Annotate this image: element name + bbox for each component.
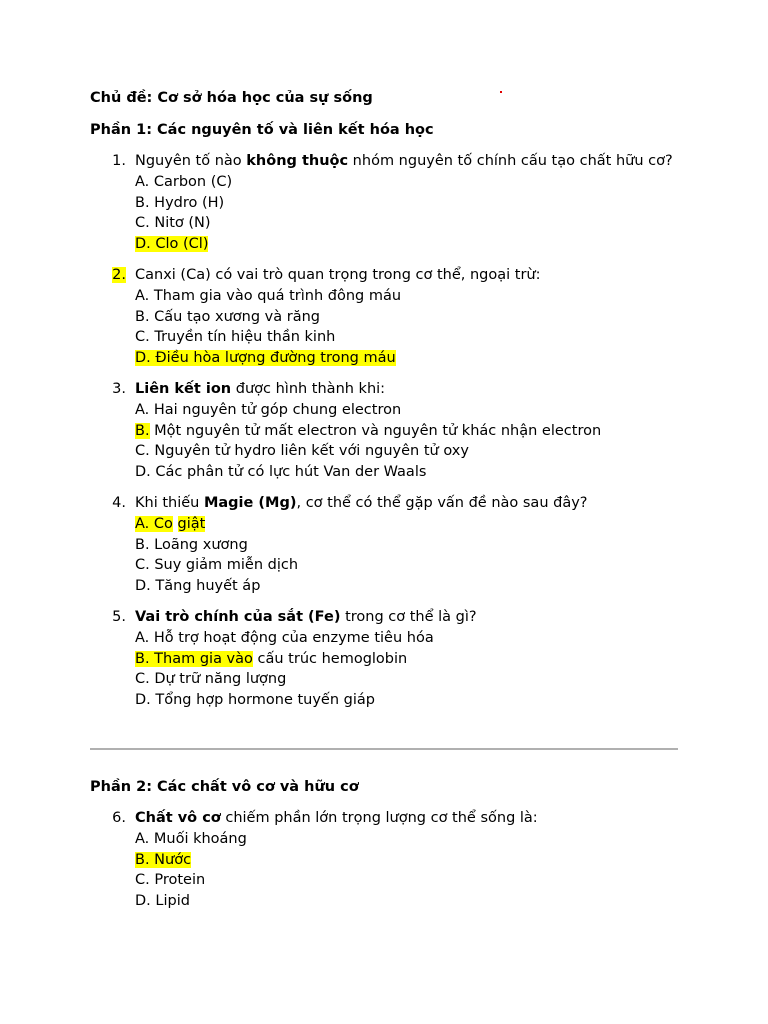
- option-a-answer: A. Co giật: [135, 515, 206, 532]
- question-2: [90, 265, 680, 369]
- option-a: A. Tham gia vào quá trình đông máu: [135, 287, 402, 304]
- option-d: D. Tổng hợp hormone tuyến giáp: [135, 692, 375, 709]
- question-number: 6.: [112, 810, 126, 826]
- option-d-answer: D. Điều hòa lượng đường trong máu: [135, 350, 396, 367]
- question-1: [90, 151, 680, 255]
- question-number: 1.: [112, 153, 126, 169]
- option-b-answer: B. Nước: [135, 851, 192, 868]
- question-3: [90, 379, 680, 483]
- option-c: C. Truyền tín hiệu thần kinh: [135, 329, 336, 346]
- option-a: A. Hai nguyên tử góp chung electron: [135, 401, 402, 418]
- part1-heading: Phần 1: Các nguyên tố và liên kết hóa học: [90, 122, 434, 138]
- question-number: 2.: [112, 266, 126, 283]
- part2-question-list: [90, 808, 680, 912]
- topic-title: Chủ đề: Cơ sở hóa học của sự sống: [90, 90, 373, 106]
- question-6: [90, 808, 680, 912]
- option-a: A. Muối khoáng: [135, 830, 247, 847]
- section-divider: [90, 748, 678, 750]
- option-b-answer: B. Một nguyên tử mất electron và nguyên tử khác nhận electron: [135, 422, 602, 439]
- option-a: A. Hỗ trợ hoạt động của enzyme tiêu hóa: [135, 629, 434, 646]
- question-text: Vai trò chính của sắt (Fe) trong cơ thể là gì?: [135, 608, 477, 625]
- question-text: Khi thiếu Magie (Mg), cơ thể có thể gặp vấn đề nào sau đây?: [135, 494, 588, 511]
- question-number: 4.: [112, 494, 126, 511]
- question-text: Chất vô cơ chiếm phần lớn trọng lượng cơ thể sống là:: [135, 810, 538, 826]
- option-b: B. Cấu tạo xương và răng: [135, 308, 320, 325]
- option-c: C. Nguyên tử hydro liên kết với nguyên tử oxy: [135, 443, 469, 460]
- option-d: D. Các phân tử có lực hút Van der Waals: [135, 464, 427, 481]
- question-number: 5.: [112, 608, 126, 625]
- question-5: [90, 607, 680, 711]
- question-text: Liên kết ion được hình thành khi:: [135, 380, 386, 397]
- option-c: C. Nitơ (N): [135, 215, 211, 232]
- option-b-answer: B. Tham gia vào cấu trúc hemoglobin: [135, 650, 408, 667]
- question-4: [90, 493, 680, 597]
- option-d: D. Tăng huyết áp: [135, 578, 261, 595]
- part1-question-list: [90, 151, 680, 711]
- option-a: A. Carbon (C): [135, 173, 233, 190]
- option-c: C. Dự trữ năng lượng: [135, 671, 287, 688]
- option-b: B. Loãng xương: [135, 536, 248, 553]
- question-text: Canxi (Ca) có vai trò quan trọng trong cơ thể, ngoại trừ:: [135, 266, 541, 283]
- option-c: C. Protein: [135, 872, 206, 889]
- option-b: B. Hydro (H): [135, 194, 225, 211]
- document-body: [90, 88, 680, 721]
- question-number: 3.: [112, 380, 126, 397]
- part2-heading: Phần 2: Các chất vô cơ và hữu cơ: [90, 779, 359, 795]
- option-d-answer: D. Clo (Cl): [135, 236, 209, 253]
- question-text: Nguyên tố nào không thuộc nhóm nguyên tố chính cấu tạo chất hữu cơ?: [135, 153, 673, 169]
- option-d: D. Lipid: [135, 893, 190, 910]
- option-c: C. Suy giảm miễn dịch: [135, 557, 299, 574]
- part2-section: [90, 777, 680, 922]
